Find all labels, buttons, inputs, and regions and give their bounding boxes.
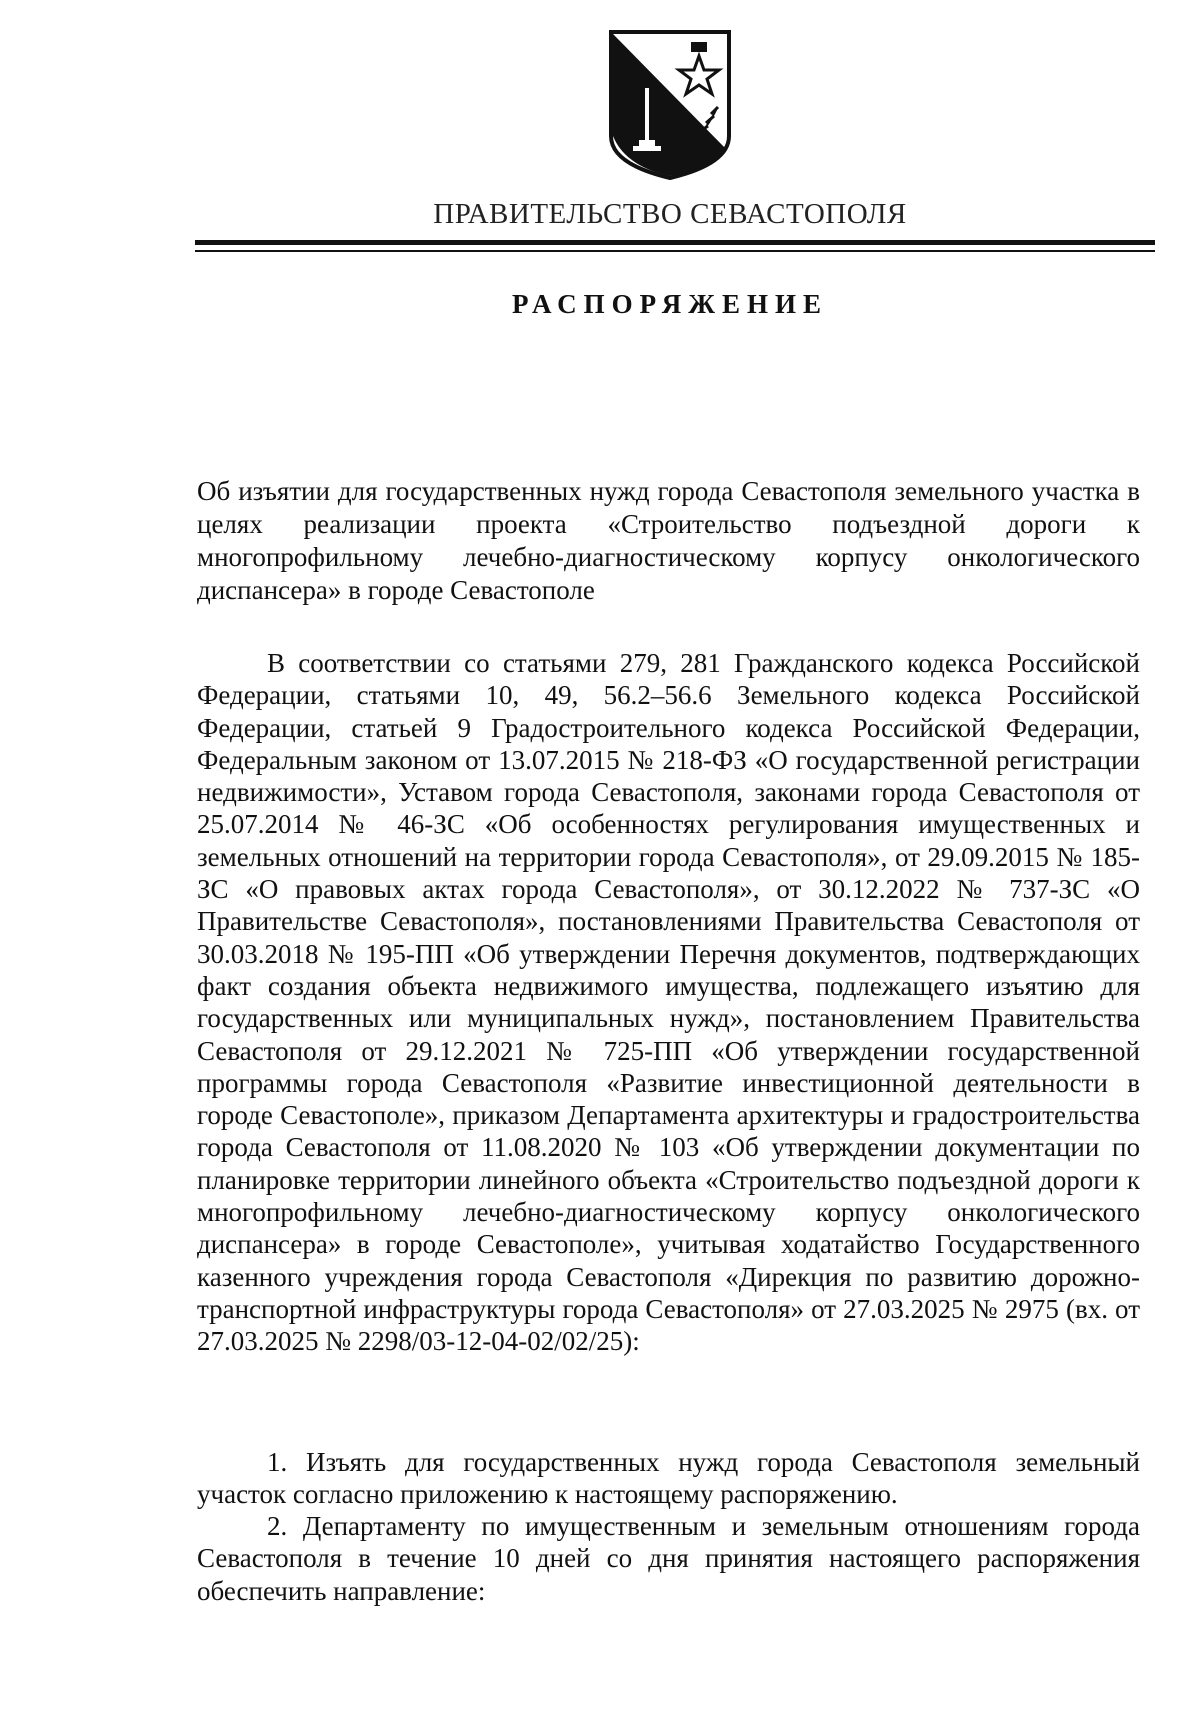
order-item-2: 2. Департаменту по имущественным и земельным отношениям города Севастополя в течение 10 дней со дня принятия настоящего распоряжения обеспечить направление: [197,1511,1140,1606]
government-name: ПРАВИТЕЛЬСТВО СЕВАСТОПОЛЯ [433,198,907,230]
legal-basis-paragraph: В соответствии со статьями 279, 281 Гражданского кодекса Российской Федерации, статьями 10, 49, 56.2–56.6 Земельного кодекса Российской Федерации, статьей 9 Градостроительного кодекса Российской Федерации, Федеральным законом от 13.07.2015 № 218-ФЗ «О государственной регистрации недвижимости», Уставом города Севастополя, законами города Севастополя от 25.07.2014 № 46-ЗС «Об особенностях регулирования имущественных и земельных отношений на территории города Севастополя», от 29.09.2015 № 185-ЗС «О правовых актах города Севастополя», от 30.12.2022 № 737-ЗС «О Правительстве Севастополя», постановлениями Правительства Севастополя от 30.03.2018 № 195-ПП «Об утверждении Перечня документов, подтверждающих факт создания объекта недвижимого имущества, подлежащего изъятию для государственных или муниципальных нужд», постановлением Правительства Севастополя от 29.12.2021 № 725-ПП «Об утверждении государственной программы города Севастополя «Развитие инвестиционной деятельности в городе Севастополе», приказом Департамента архитектуры и градостроительства города Севастополя от 11.08.2020 № 103 «Об утверждении документации по планировке территории линейного объекта «Строительство подъездной дороги к многопрофильному лечебно-диагностическому корпусу онкологического диспансера» в городе Севастополе», учитывая ходатайство Государственного казенного учреждения города Севастополя «Дирекция по развитию дорожно-транспортной инфраструктуры города Севастополя» от 27.03.2025 № 2975 (вх. от 27.03.2025 № 2298/03-12-04-02/02/25): [197,648,1140,1357]
document-subject: Об изъятии для государственных нужд города Севастополя земельного участка в целях реализации проекта «Строительство подъездной дороги к многопрофильному лечебно-диагностическому корпусу онкологического диспансера» в городе Севастополе [197,476,1140,605]
order-item-1: 1. Изъять для государственных нужд города Севастополя земельный участок согласно приложению к настоящему распоряжению. [197,1447,1140,1510]
header-rule-thin [195,250,1155,252]
header-rule-thick [195,240,1155,245]
coat-of-arms-emblem [605,28,735,183]
document-type-heading: РАСПОРЯЖЕНИЕ [511,289,829,319]
